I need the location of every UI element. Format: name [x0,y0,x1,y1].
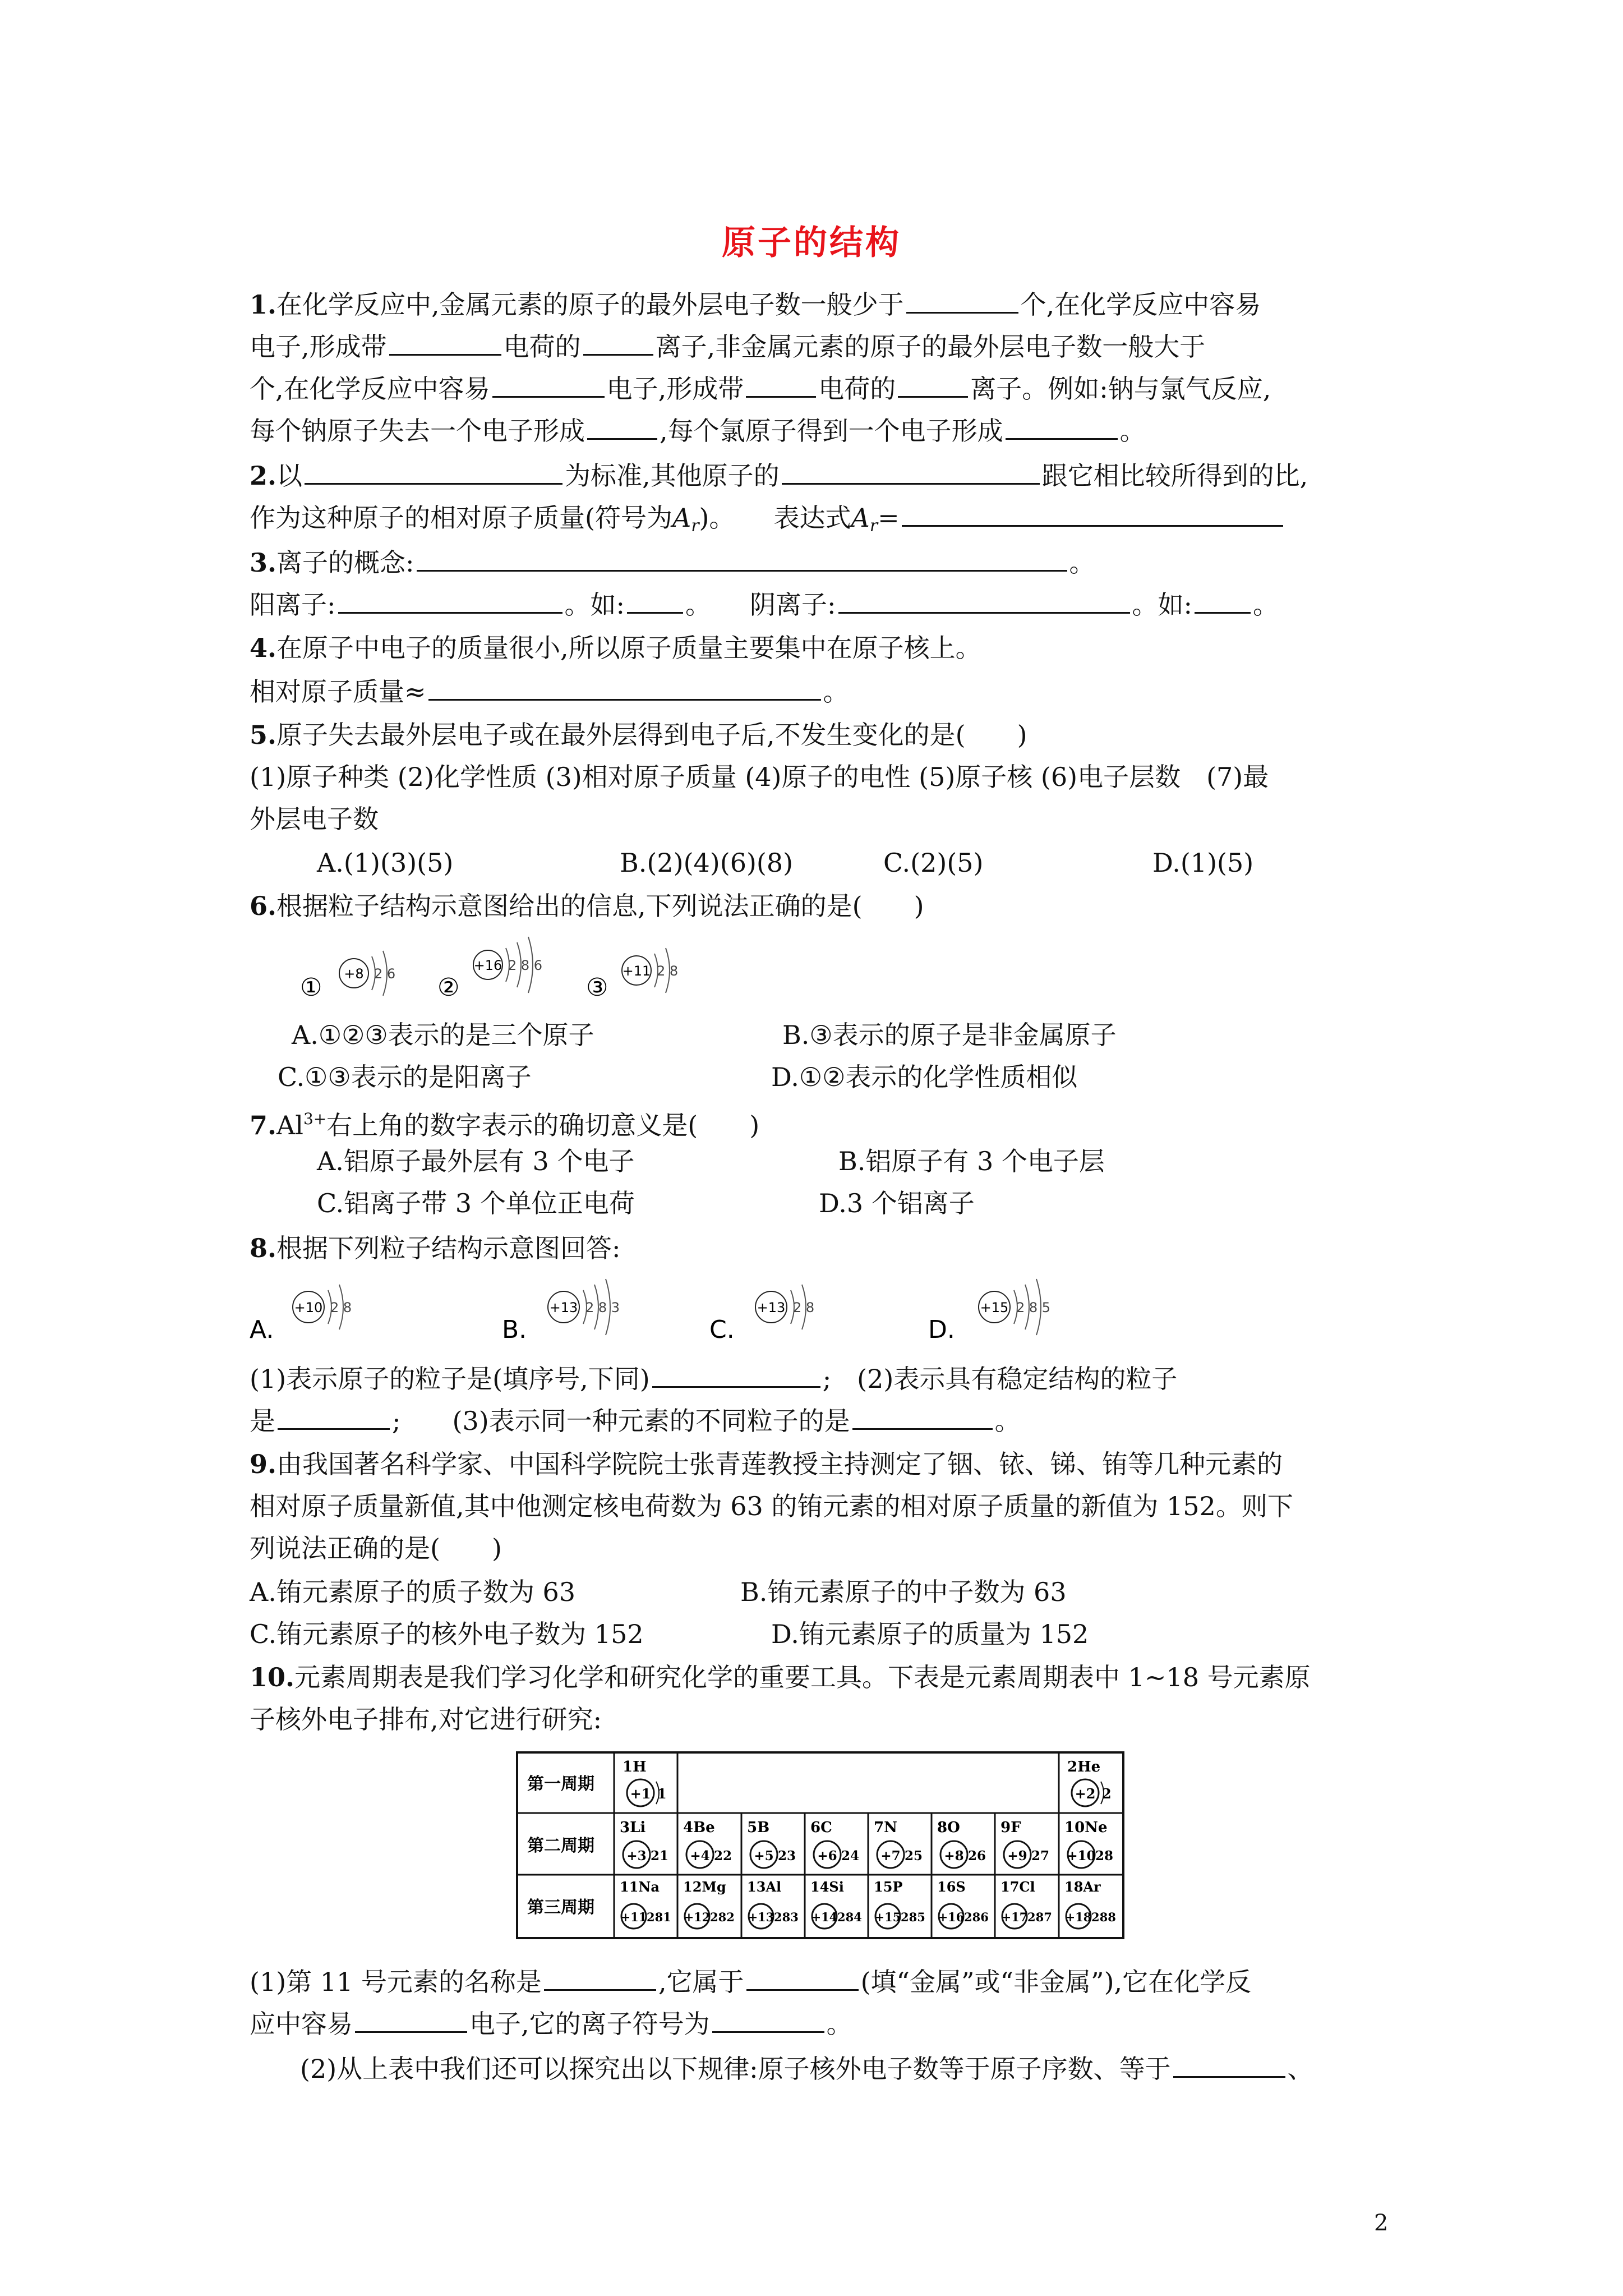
q7-text-1: Al [276,1110,303,1140]
q8-label-a: A. [250,1315,274,1344]
element-nucleus-label-o: +8 [944,1848,964,1864]
q5-line-2: (1)原子种类 (2)化学性质 (3)相对原子质量 (4)原子的电性 (5)原子核 (6)电子层数 (7)最 [250,762,1269,792]
q1-blank-4[interactable] [492,370,605,398]
element-symbol-li: 3Li [620,1819,646,1836]
q1-text-11: ,每个氯原子得到一个电子形成 [660,416,1003,446]
q10-blank-1[interactable] [544,1963,656,1991]
q8-label-c: C. [709,1315,735,1344]
element-nucleus-label-he: +2 [1075,1786,1096,1802]
q6-option-d[interactable]: D.①②表示的化学性质相似 [771,1062,1078,1092]
element-shells-he: 2 [1102,1786,1112,1802]
q1-blank-3[interactable] [583,328,653,356]
q4-blank-1[interactable] [428,673,821,701]
q4-text-3: 。 [823,677,849,707]
element-nucleus-label-be: +4 [690,1848,710,1864]
q3-blank-1[interactable] [417,544,1067,572]
q10-part1-line-2 [250,2005,852,2041]
q10-part1-line-1 [250,1963,1251,1999]
element-shells-p: 285 [901,1910,925,1924]
q8-number: 8. [250,1233,277,1263]
q8-nucleus-label-a: +10 [294,1300,323,1315]
element-shells-be: 22 [714,1848,732,1864]
q6-text-1: 根据粒子结构示意图给出的信息,下列说法正确的是( ) [276,891,924,921]
q1-blank-2[interactable] [389,328,501,356]
q8-diagram-d [928,1268,1085,1346]
element-shells-li: 21 [651,1848,669,1864]
q3-blank-3[interactable] [627,586,683,614]
q5-line-3: 外层电子数 [250,804,379,834]
q3-text-1: 离子的概念: [276,547,414,578]
q6-nucleus-label-1: +8 [344,966,364,982]
element-symbol-o: 8O [937,1819,960,1836]
q1-text-5: 离子,非金属元素的原子的最外层电子数一般大于 [655,332,1206,362]
q6-shells-label-1: 2 6 [374,966,396,982]
q1-text-1: 在化学反应中,金属元素的原子的最外层电子数一般少于 [276,289,904,320]
q10-text-5: 应中容易 [250,2009,353,2039]
q10-text-6: 电子,它的离子符号为 [469,2009,710,2039]
element-symbol-cl: 17Cl [1000,1879,1035,1895]
element-shells-mg: 282 [710,1910,735,1924]
q8-shells-label-c: 2 8 [793,1300,815,1315]
q10-text-3: ,它属于 [658,1967,744,1997]
q10-text-4: (填“金属”或“非金属”),它在化学反 [860,1967,1252,1997]
element-nucleus-label-li: +3 [626,1848,647,1864]
q5-number: 5. [250,720,277,750]
q2-text-3: 跟它相比较所得到的比, [1041,461,1308,491]
q1-text-10: 每个钠原子失去一个电子形成 [250,416,585,446]
q3-blank-2[interactable] [338,586,562,614]
q8-nucleus-label-c: +13 [757,1300,786,1315]
element-symbol-na: 11Na [620,1879,660,1895]
q1-line-3 [250,370,1271,406]
q8-text-3: ; (2)表示具有稳定结构的粒子 [822,1364,1178,1394]
q10-blank-5[interactable] [1173,2050,1285,2078]
q5-option-b[interactable]: B.(2)(4)(6)(8) [620,848,794,878]
q10-blank-2[interactable] [746,1963,859,1991]
q2-text-5: )。 表达式 [699,503,851,533]
element-symbol-h: 1H [623,1759,647,1775]
element-nucleus-label-na: +11 [620,1910,647,1924]
element-symbol-p: 15P [874,1879,903,1895]
element-symbol-mg: 12Mg [683,1879,726,1895]
element-shells-si: 284 [837,1910,862,1924]
q10-text-7: 。 [826,2009,852,2039]
q2-text-4: 作为这种原子的相对原子质量(符号为 [250,503,672,533]
q1-line-1 [250,286,1261,321]
q2-blank-3[interactable] [902,499,1283,527]
q8-blank-3[interactable] [852,1402,993,1430]
q9-number: 9. [250,1449,277,1479]
q8-text-2: (1)表示原子的粒子是(填序号,下同) [250,1364,650,1394]
q4-text-1: 在原子中电子的质量很小,所以原子质量主要集中在原子核上。 [276,633,981,663]
element-shells-f: 27 [1031,1848,1050,1864]
q1-number: 1. [250,289,277,320]
q1-text-9: 离子。例如:钠与氯气反应, [970,374,1271,404]
element-shells-c: 24 [841,1848,860,1864]
q8-line-2 [250,1360,1177,1396]
element-shells-na: 281 [647,1910,671,1924]
q1-text-4: 电荷的 [503,332,581,362]
element-nucleus-label-f: +9 [1007,1848,1027,1864]
q6-diagram-2 [437,926,583,1004]
q8-nucleus-label-d: +15 [980,1300,1009,1315]
q2-text-6: = [878,503,900,533]
q6-label-2: ② [437,973,460,1002]
q1-blank-7[interactable] [587,412,657,440]
q8-nucleus-label-b: +13 [549,1300,578,1315]
q3-line-2 [250,586,1279,622]
q7-number: 7. [250,1110,277,1140]
q8-shells-label-d: 2 8 5 [1016,1300,1051,1315]
element-shells-cl: 287 [1027,1910,1052,1924]
q1-text-7: 电子,形成带 [606,374,744,404]
q2-symbol-sub-2: r [869,516,878,536]
q3-number: 3. [250,547,277,578]
q9-option-d[interactable]: D.铕元素原子的质量为 152 [771,1619,1089,1649]
q5-option-c[interactable]: C.(2)(5) [883,848,984,878]
element-symbol-ar: 18Ar [1064,1879,1101,1895]
element-shells-s: 286 [964,1910,989,1924]
element-symbol-he: 2He [1067,1759,1101,1775]
period-label-2: 第二周期 [527,1836,594,1856]
q1-text-8: 电荷的 [818,374,896,404]
q6-number: 6. [250,891,277,921]
q7-option-a[interactable]: A.铝原子最外层有 3 个电子 [317,1146,635,1176]
element-nucleus-label-cl: +17 [1001,1910,1028,1924]
q4-line-2 [250,673,849,708]
q10-part2-line-1 [300,2050,1313,2086]
element-shells-b: 23 [778,1848,796,1864]
q7-line-1 [250,1102,759,1142]
element-shells-ar: 288 [1091,1910,1116,1924]
q8-line-3 [250,1402,1021,1438]
element-nucleus-label-c: +6 [817,1848,837,1864]
element-symbol-be: 4Be [683,1819,715,1836]
q9-option-a[interactable]: A.铕元素原子的质子数为 63 [250,1577,575,1607]
q2-symbol: A [672,503,691,533]
q6-option-b[interactable]: B.③表示的原子是非金属原子 [782,1020,1117,1050]
q10-blank-4[interactable] [712,2005,824,2033]
q6-nucleus-label-2: +16 [473,958,502,973]
q8-text-5: ; (3)表示同一种元素的不同粒子的是 [392,1406,850,1436]
q1-line-2 [250,328,1205,364]
q1-text-3: 电子,形成带 [250,332,387,362]
q1-blank-6[interactable] [898,370,968,398]
q6-line-1 [250,889,924,923]
q3-blank-5[interactable] [1195,586,1251,614]
q2-line-1 [250,457,1308,493]
q8-label-d: D. [928,1315,955,1344]
q10-text-1: 元素周期表是我们学习化学和研究化学的重要工具。下表是元素周期表中 1~18 号元素原 [294,1662,1311,1692]
q6-label-1: ① [300,973,322,1002]
periodic-table [516,1751,1124,1941]
q3-text-2: 。 [1069,547,1095,578]
q3-text-3: 阳离子: [250,590,336,620]
q1-text-2: 个,在化学反应中容易 [1020,289,1261,320]
element-symbol-c: 6C [810,1819,832,1836]
q8-diagram-c [709,1273,855,1346]
element-nucleus-label-s: +16 [938,1910,965,1924]
q3-text-4: 。如: [564,590,625,620]
q8-shells-label-a: 2 8 [330,1300,352,1315]
element-symbol-b: 5B [747,1819,770,1836]
q5-text-1: 原子失去最外层电子或在最外层得到电子后,不发生变化的是( ) [276,720,1027,750]
q6-option-c[interactable]: C.①③表示的是阳离子 [278,1062,532,1092]
q1-line-4 [250,412,1146,448]
element-symbol-ne: 10Ne [1064,1819,1108,1836]
q6-nucleus-label-3: +11 [622,963,651,979]
element-nucleus-label-mg: +12 [684,1910,711,1924]
q10-text-8: (2)从上表中我们还可以探究出以下规律:原子核外电子数等于原子序数、等于 [300,2054,1171,2084]
q5-line-1 [250,718,1027,752]
q1-blank-5[interactable] [746,370,816,398]
q4-line-1 [250,631,981,665]
q2-blank-1[interactable] [305,457,562,485]
q6-diagram-3 [586,931,726,1004]
q9-line-1 [250,1447,1283,1481]
q5-option-a[interactable]: A.(1)(3)(5) [317,848,454,878]
element-symbol-al: 13Al [747,1879,782,1895]
q7-text-2: 右上角的数字表示的确切意义是( ) [326,1110,760,1140]
q8-diagram-b [502,1268,653,1346]
period-label-1: 第一周期 [527,1774,594,1794]
element-symbol-n: 7N [874,1819,897,1836]
element-symbol-f: 9F [1000,1819,1021,1836]
q1-blank-8[interactable] [1006,412,1118,440]
element-shells-al: 283 [774,1910,799,1924]
q6-shells-label-3: 2 8 [657,963,679,979]
q9-option-c[interactable]: C.铕元素原子的核外电子数为 152 [250,1619,644,1649]
q3-blank-4[interactable] [838,586,1130,614]
q8-blank-2[interactable] [278,1402,390,1430]
q8-text-6: 。 [994,1406,1021,1436]
element-nucleus-label-h: +1 [630,1786,651,1802]
q2-symbol-sub: r [691,516,699,536]
page-number: 2 [1374,2210,1389,2236]
element-shells-h: 1 [657,1786,667,1802]
element-nucleus-label-p: +15 [874,1910,901,1924]
q2-text-2: 为标准,其他原子的 [565,461,780,491]
q9-option-b[interactable]: B.铕元素原子的中子数为 63 [740,1577,1067,1607]
q10-text-9: 、 [1287,2054,1313,2084]
element-nucleus-label-si: +14 [811,1910,838,1924]
q10-number: 10. [250,1662,295,1692]
q2-blank-2[interactable] [782,457,1040,485]
q8-blank-1[interactable] [652,1360,820,1388]
q2-number: 2. [250,461,277,491]
element-symbol-si: 14Si [810,1879,844,1895]
element-nucleus-label-ne: +10 [1067,1848,1096,1864]
q8-line-1 [250,1231,621,1265]
element-nucleus-label-n: +7 [880,1848,901,1864]
q3-text-5: 。 阴离子: [685,590,836,620]
q9-line-3: 列说法正确的是( ) [250,1533,502,1563]
element-nucleus-label-al: +13 [748,1910,774,1924]
row2-elements [620,1819,1113,1868]
q2-text-1: 以 [276,461,303,491]
q4-text-2: 相对原子质量≈ [250,677,426,707]
element-shells-ne: 28 [1095,1848,1114,1864]
q3-text-6: 。如: [1132,590,1192,620]
q7-option-b[interactable]: B.铝原子有 3 个电子层 [838,1146,1105,1176]
q8-diagram-a [250,1273,395,1346]
q6-label-3: ③ [586,973,608,1002]
q1-blank-1[interactable] [906,286,1018,314]
element-shells-o: 26 [968,1848,986,1864]
element-symbol-s: 16S [937,1879,966,1895]
q5-option-d[interactable]: D.(1)(5) [1152,848,1254,878]
period-label-3: 第三周期 [527,1898,594,1917]
q10-blank-3[interactable] [355,2005,467,2033]
q10-line-1 [250,1660,1311,1694]
element-nucleus-label-ar: +18 [1065,1910,1092,1924]
element-nucleus-label-b: +5 [754,1848,774,1864]
q8-text-4: 是 [250,1406,275,1436]
q7-option-d[interactable]: D.3 个铝离子 [819,1188,975,1218]
q4-number: 4. [250,633,277,663]
q2-symbol-2: A [851,503,870,533]
q10-text-2: (1)第 11 号元素的名称是 [250,1967,542,1997]
q8-shells-label-b: 2 8 3 [585,1300,620,1315]
q6-diagram-1 [300,931,440,1004]
q2-line-2 [250,499,1285,543]
q7-superscript: 3+ [303,1110,327,1128]
q3-line-1 [250,544,1095,579]
q1-text-6: 个,在化学反应中容易 [250,374,490,404]
q7-option-c[interactable]: C.铝离子带 3 个单位正电荷 [317,1188,635,1218]
q9-text-1: 由我国著名科学家、中国科学院院士张青莲教授主持测定了铟、铱、锑、铕等几种元素的 [276,1449,1283,1479]
q10-line-2: 子核外电子排布,对它进行研究: [250,1704,602,1734]
periodic-table-svg [516,1751,1124,1939]
page-title: 原子的结构 [722,223,901,263]
q3-text-7: 。 [1253,590,1279,620]
element-shells-n: 25 [905,1848,923,1864]
q1-text-12: 。 [1119,416,1146,446]
q6-shells-label-2: 2 8 6 [508,958,543,973]
q9-line-2: 相对原子质量新值,其中他测定核电荷数为 63 的铕元素的相对原子质量的新值为 152。则下 [250,1491,1293,1521]
q8-label-b: B. [502,1315,527,1344]
q8-text-1: 根据下列粒子结构示意图回答: [276,1233,621,1263]
q6-option-a[interactable]: A.①②③表示的是三个原子 [292,1020,594,1050]
